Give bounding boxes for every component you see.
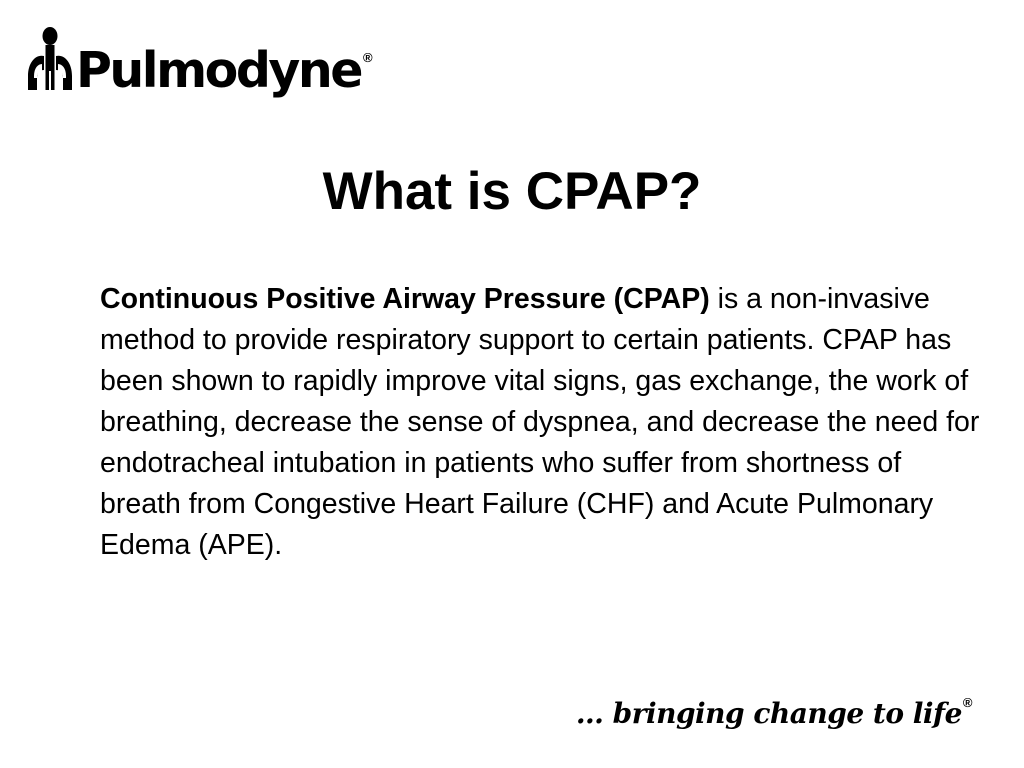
slide-title: What is CPAP? [322,162,702,221]
company-logo [26,24,373,104]
tagline-text: … bringing change to life [575,697,962,730]
lungs-person-icon [26,26,74,94]
body-bold-term: Continuous Positive Airway Pressure (CPAP) [100,283,710,315]
footer-tagline [575,695,972,730]
body-description: is a non-invasive method to provide respiratory support to certain patients. CPAP has been shown to rapidly improve vital signs, gas exchange, the work of breathing, decrease the sense of dyspnea, and decrease the need for endotracheal intubation in patients who suffer from shortness of breath from Congestive Heart Failure (CHF) and Acute Pulmonary Edema (APE). [100,283,980,561]
logo-registered-mark: ® [362,50,373,65]
tagline-registered-mark: ® [962,695,972,710]
logo-wordmark: Pulmodyne [76,42,361,99]
slide-body [100,279,980,566]
